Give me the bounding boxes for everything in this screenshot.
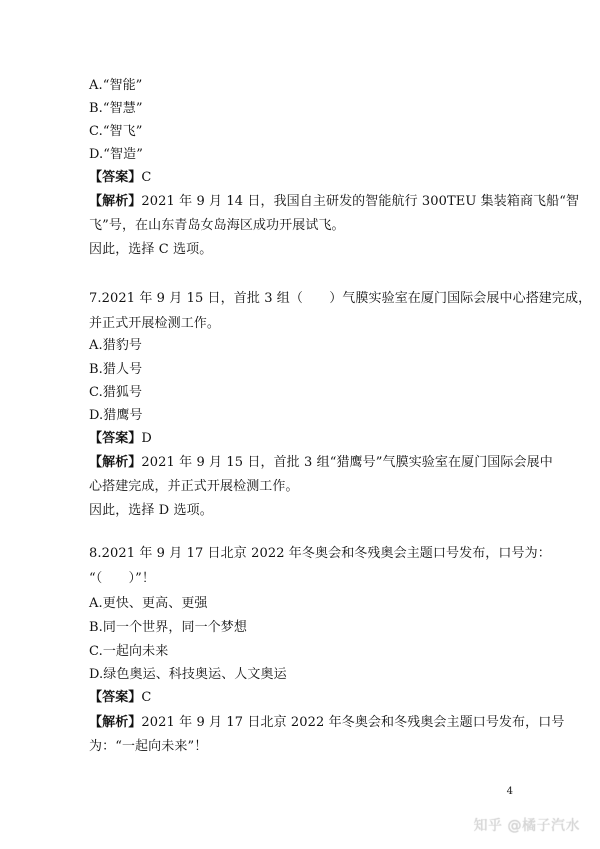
q7-analysis-line-2: 心搭建完成，并正式开展检测工作。: [89, 479, 299, 494]
q6-option-d: D.“智造”: [89, 147, 143, 162]
q7-answer: [89, 431, 152, 447]
q6-option-b: B.“智慧”: [89, 101, 143, 116]
q8-analysis-label: 【解析】: [89, 715, 142, 730]
q6-analysis-label: 【解析】: [89, 194, 142, 209]
q8-option-b: B.同一个世界，同一个梦想: [89, 620, 247, 635]
q6-conclusion: 因此，选择 C 选项。: [89, 242, 213, 257]
q7-stem-line-1: 7.2021 年 9 月 15 日，首批 3 组（ ）气膜实验室在厦门国际会展中心搭建完成，: [89, 291, 592, 306]
q8-stem-line-1: 8.2021 年 9 月 17 日北京 2022 年冬奥会和冬残奥会主题口号发布，口号为：: [89, 546, 551, 561]
q8-analysis-line-1: [89, 715, 564, 731]
q6-option-a: A.“智能”: [89, 78, 143, 93]
q6-analysis-text-1: 2021 年 9 月 14 日，我国自主研发的智能航行 300TEU 集装箱商飞船“智: [141, 194, 580, 209]
q8-analysis-line-2: 为：“一起向未来”！: [89, 739, 208, 754]
q8-option-d: D.绿色奥运、科技奥运、人文奥运: [89, 667, 287, 682]
q6-answer: [89, 170, 151, 186]
q7-option-a: A.猎豹号: [89, 338, 143, 353]
q7-analysis-text-1: 2021 年 9 月 15 日，首批 3 组“猎鹰号”气膜实验室在厦门国际会展中: [141, 455, 553, 470]
q6-analysis-line-1: [89, 194, 579, 210]
q7-stem-line-2: 并正式开展检测工作。: [89, 316, 221, 331]
q7-conclusion: 因此，选择 D 选项。: [89, 503, 213, 518]
q8-option-c: C.一起向未来: [89, 644, 169, 659]
q7-analysis-line-1: [89, 455, 553, 471]
q8-answer: [89, 690, 151, 706]
q7-option-c: C.猎狐号: [89, 385, 143, 400]
q7-option-d: D.猎鹰号: [89, 408, 143, 423]
q6-analysis-line-2: 飞”号，在山东青岛女岛海区成功开展试飞。: [89, 218, 345, 233]
q7-answer-label: 【答案】: [89, 431, 142, 446]
q6-answer-value: C: [141, 170, 152, 185]
q6-option-c: C.“智飞”: [89, 124, 143, 139]
q8-answer-value: C: [141, 690, 152, 705]
q6-answer-label: 【答案】: [89, 170, 142, 185]
q8-answer-label: 【答案】: [89, 690, 142, 705]
q8-stem-line-2: “（ ）”！: [89, 571, 155, 586]
watermark: 知乎 @橘子汽水: [473, 818, 580, 834]
q7-answer-value: D: [141, 431, 152, 446]
page-number: 4: [506, 786, 513, 797]
q8-option-a: A.更快、更高、更强: [89, 596, 208, 611]
q7-analysis-label: 【解析】: [89, 455, 142, 470]
q7-option-b: B.猎人号: [89, 362, 143, 377]
q8-analysis-text-1: 2021 年 9 月 17 日北京 2022 年冬奥会和冬残奥会主题口号发布，口号: [141, 715, 565, 730]
